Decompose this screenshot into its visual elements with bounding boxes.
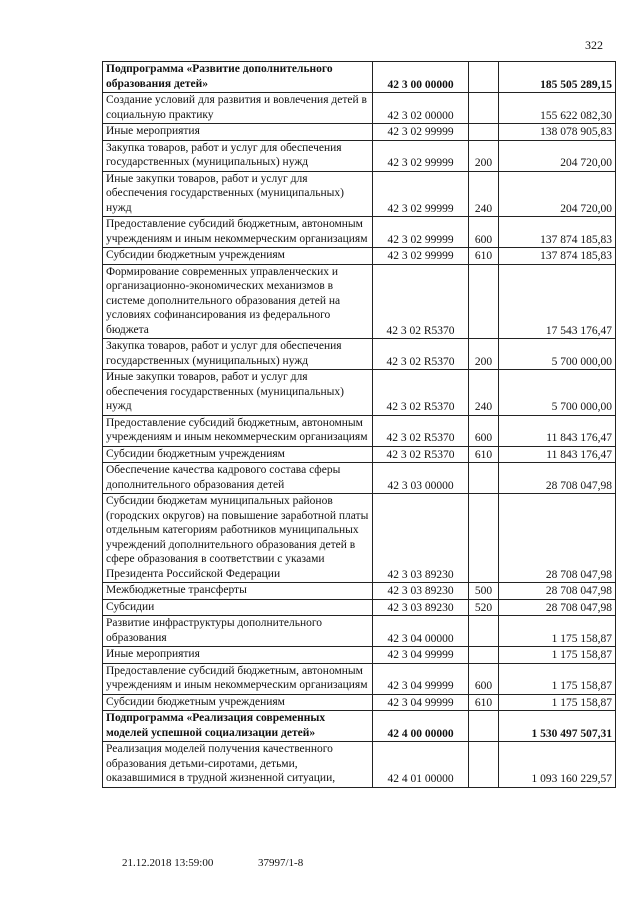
row-name: Создание условий для развития и вовлечения детей в социальную практику — [103, 93, 373, 124]
footer-doc-id: 37997/1-8 — [258, 857, 304, 869]
row-name: Обеспечение качества кадрового состава сферы дополнительного образования детей — [103, 463, 373, 494]
row-expense-type — [469, 62, 499, 93]
row-amount: 1 175 158,87 — [499, 694, 616, 711]
table-row — [103, 663, 616, 694]
row-amount: 204 720,00 — [499, 171, 616, 217]
row-amount: 11 843 176,47 — [499, 446, 616, 463]
row-code: 42 3 02 R5370 — [373, 370, 469, 416]
row-amount: 11 843 176,47 — [499, 415, 616, 446]
row-name: Субсидии бюджетным учреждениям — [103, 694, 373, 711]
row-expense-type: 200 — [469, 339, 499, 370]
row-code: 42 3 02 R5370 — [373, 446, 469, 463]
row-expense-type: 610 — [469, 248, 499, 265]
row-expense-type: 520 — [469, 599, 499, 616]
row-code: 42 3 02 R5370 — [373, 415, 469, 446]
table-row — [103, 217, 616, 248]
row-name: Иные мероприятия — [103, 647, 373, 664]
table-row — [103, 583, 616, 600]
row-expense-type: 600 — [469, 663, 499, 694]
table-row — [103, 494, 616, 583]
row-code: 42 3 02 99999 — [373, 248, 469, 265]
row-name: Закупка товаров, работ и услуг для обеспечения государственных (муниципальных) нужд — [103, 140, 373, 171]
row-amount: 1 175 158,87 — [499, 663, 616, 694]
row-expense-type — [469, 616, 499, 647]
row-name: Предоставление субсидий бюджетным, автономным учреждениям и иным некоммерческим организациям — [103, 663, 373, 694]
budget-table — [102, 61, 616, 788]
row-code: 42 3 02 99999 — [373, 171, 469, 217]
row-amount: 5 700 000,00 — [499, 370, 616, 416]
footer-datetime: 21.12.2018 13:59:00 — [122, 857, 214, 869]
row-amount: 204 720,00 — [499, 140, 616, 171]
row-expense-type: 600 — [469, 415, 499, 446]
row-amount: 138 078 905,83 — [499, 124, 616, 141]
row-code: 42 3 02 00000 — [373, 93, 469, 124]
row-expense-type — [469, 124, 499, 141]
row-name: Субсидии — [103, 599, 373, 616]
row-name: Субсидии бюджетным учреждениям — [103, 446, 373, 463]
table-row — [103, 370, 616, 416]
row-name: Закупка товаров, работ и услуг для обеспечения государственных (муниципальных) нужд — [103, 339, 373, 370]
row-name: Формирование современных управленческих и организационно-экономических механизмов в системе дополнительного образования детей на условиях софинансирования из федерального бюджета — [103, 264, 373, 339]
row-code: 42 3 00 00000 — [373, 62, 469, 93]
row-expense-type — [469, 93, 499, 124]
row-code: 42 3 04 99999 — [373, 694, 469, 711]
table-row — [103, 124, 616, 141]
table-row — [103, 339, 616, 370]
table-row — [103, 93, 616, 124]
row-expense-type — [469, 494, 499, 583]
row-amount: 28 708 047,98 — [499, 494, 616, 583]
row-amount: 137 874 185,83 — [499, 248, 616, 265]
table-row — [103, 694, 616, 711]
row-amount: 1 530 497 507,31 — [499, 711, 616, 742]
table-row — [103, 616, 616, 647]
row-amount: 155 622 082,30 — [499, 93, 616, 124]
row-amount: 17 543 176,47 — [499, 264, 616, 339]
row-amount: 1 093 160 229,57 — [499, 742, 616, 788]
row-name: Межбюджетные трансферты — [103, 583, 373, 600]
row-name: Предоставление субсидий бюджетным, автономным учреждениям и иным некоммерческим организациям — [103, 217, 373, 248]
row-name: Предоставление субсидий бюджетным, автономным учреждениям и иным некоммерческим организациям — [103, 415, 373, 446]
row-code: 42 3 02 R5370 — [373, 264, 469, 339]
table-row — [103, 711, 616, 742]
row-amount: 1 175 158,87 — [499, 647, 616, 664]
row-code: 42 3 02 99999 — [373, 124, 469, 141]
table-row — [103, 599, 616, 616]
row-code: 42 4 00 00000 — [373, 711, 469, 742]
table-row — [103, 140, 616, 171]
row-code: 42 4 01 00000 — [373, 742, 469, 788]
table-row — [103, 446, 616, 463]
row-code: 42 3 03 89230 — [373, 583, 469, 600]
table-row — [103, 463, 616, 494]
row-code: 42 3 04 99999 — [373, 647, 469, 664]
row-expense-type — [469, 647, 499, 664]
table-row — [103, 248, 616, 265]
table-row — [103, 415, 616, 446]
table-row — [103, 264, 616, 339]
row-code: 42 3 02 99999 — [373, 140, 469, 171]
row-amount: 185 505 289,15 — [499, 62, 616, 93]
table-row — [103, 647, 616, 664]
page-number: 322 — [585, 38, 603, 52]
row-expense-type: 240 — [469, 370, 499, 416]
row-expense-type: 500 — [469, 583, 499, 600]
row-amount: 28 708 047,98 — [499, 583, 616, 600]
row-code: 42 3 04 00000 — [373, 616, 469, 647]
row-expense-type — [469, 711, 499, 742]
row-name: Иные закупки товаров, работ и услуг для обеспечения государственных (муниципальных) нужд — [103, 171, 373, 217]
row-expense-type: 610 — [469, 446, 499, 463]
row-code: 42 3 03 89230 — [373, 599, 469, 616]
row-expense-type: 600 — [469, 217, 499, 248]
row-name: Развитие инфраструктуры дополнительного образования — [103, 616, 373, 647]
row-code: 42 3 03 89230 — [373, 494, 469, 583]
row-expense-type — [469, 742, 499, 788]
row-code: 42 3 02 R5370 — [373, 339, 469, 370]
row-name: Иные закупки товаров, работ и услуг для обеспечения государственных (муниципальных) нужд — [103, 370, 373, 416]
row-code: 42 3 03 00000 — [373, 463, 469, 494]
table-row — [103, 62, 616, 93]
row-expense-type — [469, 463, 499, 494]
row-expense-type: 610 — [469, 694, 499, 711]
row-amount: 1 175 158,87 — [499, 616, 616, 647]
row-code: 42 3 04 99999 — [373, 663, 469, 694]
row-name: Субсидии бюджетным учреждениям — [103, 248, 373, 265]
table-row — [103, 171, 616, 217]
row-name: Подпрограмма «Реализация современных моделей успешной социализации детей» — [103, 711, 373, 742]
row-amount: 5 700 000,00 — [499, 339, 616, 370]
row-name: Иные мероприятия — [103, 124, 373, 141]
row-amount: 28 708 047,98 — [499, 463, 616, 494]
row-name: Подпрограмма «Развитие дополнительного образования детей» — [103, 62, 373, 93]
row-expense-type: 200 — [469, 140, 499, 171]
table-row — [103, 742, 616, 788]
row-code: 42 3 02 99999 — [373, 217, 469, 248]
row-name: Субсидии бюджетам муниципальных районов (городских округов) на повышение заработной платы отдельным категориям работников муниципальных учреждений дополнительного образования детей в сфере образования в соответствии с указами Президента Российской Федерации — [103, 494, 373, 583]
row-expense-type — [469, 264, 499, 339]
row-expense-type: 240 — [469, 171, 499, 217]
row-name: Реализация моделей получения качественного образования детьми-сиротами, детьми, оказавшимися в трудной жизненной ситуации, — [103, 742, 373, 788]
row-amount: 137 874 185,83 — [499, 217, 616, 248]
row-amount: 28 708 047,98 — [499, 599, 616, 616]
